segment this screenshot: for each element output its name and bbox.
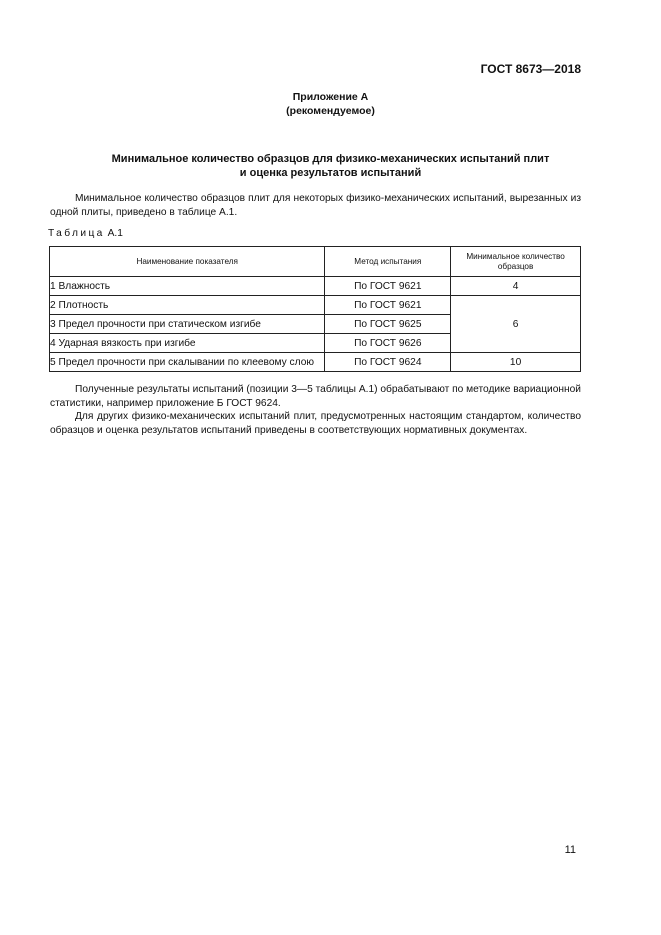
table-row (50, 277, 581, 296)
indicator-cell: 3 Предел прочности при статическом изгибе (50, 315, 325, 334)
intro-paragraph: Минимальное количество образцов плит для некоторых физико-механических испытаний, вырезанных из одной плиты, приведено в таблице А.1. (50, 193, 581, 218)
method-cell: По ГОСТ 9621 (325, 296, 451, 315)
indicator-cell: 4 Ударная вязкость при изгибе (50, 334, 325, 353)
document-title (50, 152, 611, 180)
column-header-min-count: Минимальное количество образцов (451, 247, 581, 277)
indicator-cell: 1 Влажность (50, 277, 325, 296)
count-cell: 10 (451, 353, 581, 372)
count-cell-merged: 6 (451, 296, 581, 353)
appendix-title: Приложение А (292, 91, 369, 103)
method-cell: По ГОСТ 9626 (325, 334, 451, 353)
document-title-line-1: Минимальное количество образцов для физико-механических испытаний плит (111, 153, 550, 165)
appendix-status: (рекомендуемое) (286, 105, 375, 117)
method-cell: По ГОСТ 9624 (325, 353, 451, 372)
table-header-row (50, 247, 581, 277)
count-cell: 4 (451, 277, 581, 296)
table-caption-word: Таблица (48, 228, 105, 239)
method-cell: По ГОСТ 9621 (325, 277, 451, 296)
table-row (50, 296, 581, 315)
method-cell: По ГОСТ 9625 (325, 315, 451, 334)
column-header-method: Метод испытания (325, 247, 451, 277)
table-row (50, 353, 581, 372)
page-number: 11 (564, 844, 576, 856)
indicator-cell: 2 Плотность (50, 296, 325, 315)
indicator-cell: 5 Предел прочности при скалывании по клеевому слою (50, 353, 325, 372)
appendix-heading (0, 90, 661, 118)
column-header-indicator: Наименование показателя (50, 247, 325, 277)
table-caption-number: А.1 (107, 228, 123, 239)
other-tests-paragraph: Для других физико-механических испытаний плит, предусмотренных настоящим стандартом, количество образцов и оценка результатов испытаний приведены в соответствующих нормативных документах. (50, 411, 581, 436)
statistics-paragraph: Полученные результаты испытаний (позиции 3—5 таблицы А.1) обрабатывают по методике вариационной статистики, например приложение Б ГОСТ 9624. (50, 384, 581, 409)
specimen-count-table (49, 246, 581, 372)
table-caption (48, 228, 123, 239)
page-header-doc-id: ГОСТ 8673—2018 (480, 62, 581, 76)
document-title-line-2: и оценка результатов испытаний (239, 167, 422, 179)
